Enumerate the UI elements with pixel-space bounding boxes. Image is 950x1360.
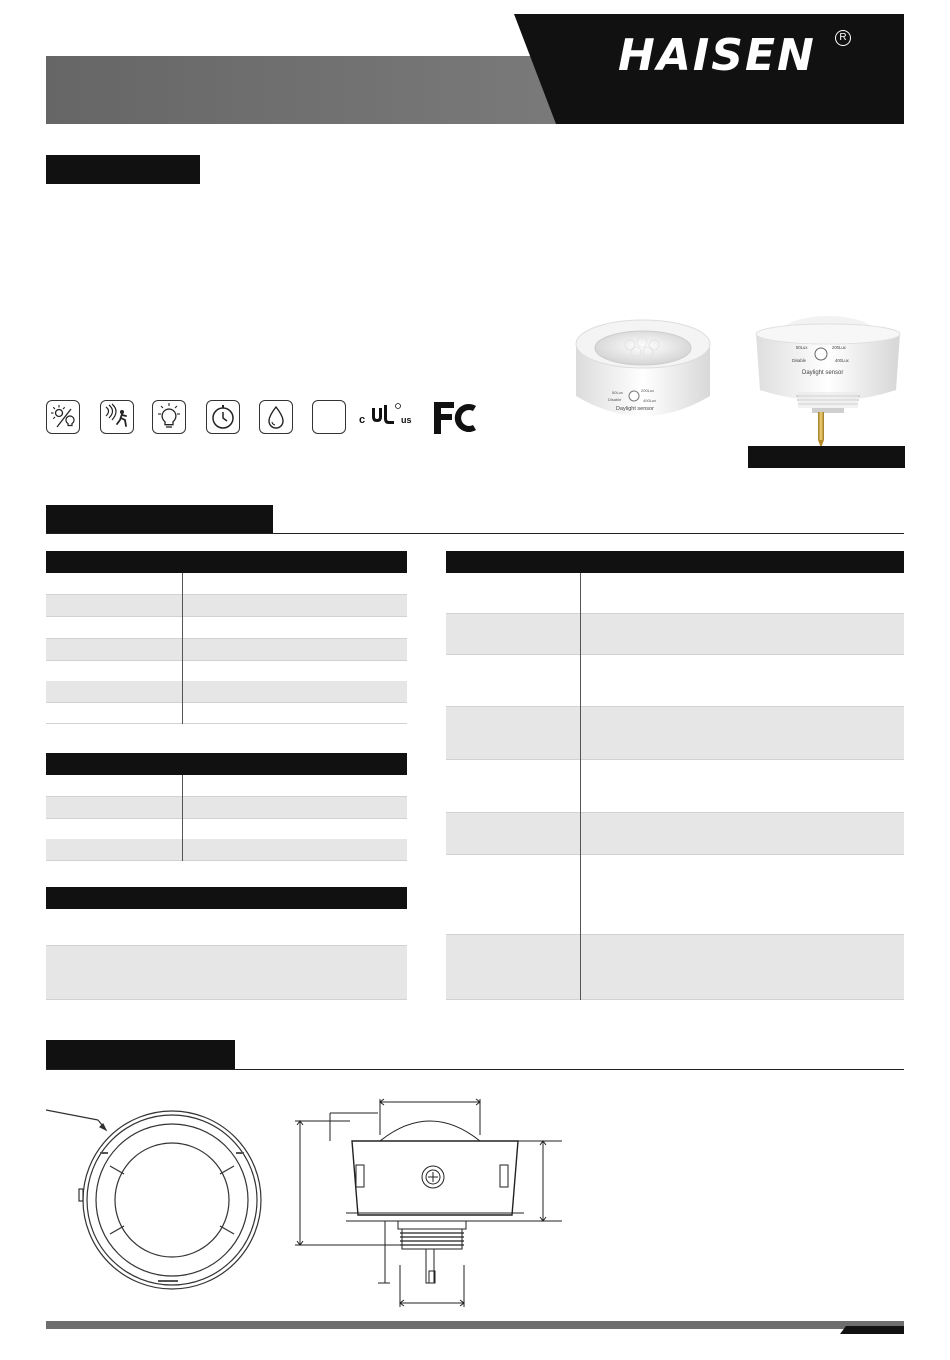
stem-sensor-label: Daylight sensor [802, 370, 844, 376]
ul-listed-icon [357, 400, 419, 432]
product-caption-bar [748, 446, 905, 468]
table-row [46, 946, 407, 1000]
stem-sensor-photo [748, 312, 908, 452]
table-row [446, 760, 904, 813]
side-view-drawing [290, 1095, 570, 1315]
stem-setting-2: 200Lux [832, 345, 846, 350]
table-divider [182, 775, 183, 861]
footer-bar [46, 1321, 904, 1329]
daylight-sensor-icon [46, 400, 80, 434]
round-sensor-photo [568, 312, 718, 432]
table-row [446, 707, 904, 760]
table-row [46, 639, 407, 661]
ul-us-label: us [401, 415, 412, 425]
table-divider [182, 573, 183, 724]
stem-setting-1: 50Lux [796, 345, 808, 350]
table-header-bar [46, 753, 407, 775]
round-setting-4: 400Lux [643, 398, 657, 403]
table-row [446, 935, 904, 1000]
registered-mark: R [835, 30, 851, 46]
table-divider [580, 573, 581, 1000]
round-sensor-label: Daylight sensor [616, 406, 654, 412]
table-row [446, 855, 904, 935]
table-row [446, 614, 904, 655]
motion-detection-icon [100, 400, 134, 434]
section-rule-dimensions [46, 1069, 904, 1070]
round-setting-1: 50Lux [612, 390, 623, 395]
table-header-bar [46, 887, 407, 909]
water-drop-icon [259, 400, 293, 434]
table-row [46, 797, 407, 819]
table-row [46, 818, 407, 840]
table-row [46, 839, 407, 861]
table-row [46, 617, 407, 639]
timer-icon [206, 400, 240, 434]
section-label-features [46, 155, 200, 184]
stem-setting-3: Disable [792, 358, 806, 363]
blank-icon [312, 400, 346, 434]
round-setting-3: Disable [608, 397, 622, 402]
ul-c-label: c [359, 414, 366, 426]
table-row [46, 775, 407, 797]
table-row [46, 660, 407, 682]
stem-setting-4: 400Lux [835, 358, 849, 363]
table-row [46, 681, 407, 703]
light-bulb-icon [152, 400, 186, 434]
table-row [46, 573, 407, 595]
fcc-icon [432, 400, 480, 436]
table-header-bar [446, 551, 904, 573]
table-header-bar [46, 551, 407, 573]
footer-accent [840, 1321, 904, 1329]
brand-logo: HAISEN [618, 30, 816, 81]
section-label-dimensions [46, 1040, 235, 1069]
section-rule-specifications [46, 533, 904, 534]
table-row [446, 655, 904, 707]
table-row [446, 573, 904, 614]
top-view-drawing [40, 1100, 280, 1300]
table-row [46, 702, 407, 724]
section-label-specifications [46, 505, 273, 534]
table-row [46, 909, 407, 946]
table-row [46, 595, 407, 617]
round-setting-2: 200Lux [641, 388, 655, 393]
table-row [446, 813, 904, 855]
